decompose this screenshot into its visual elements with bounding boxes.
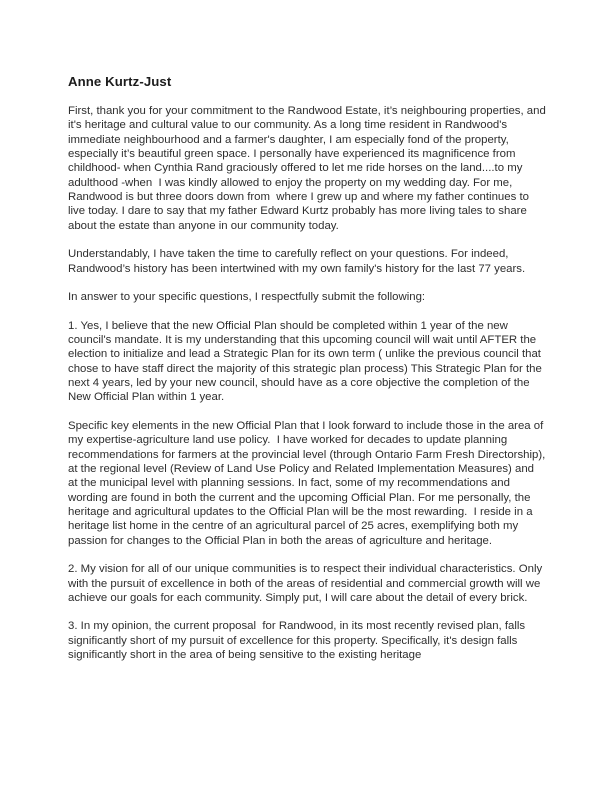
paragraph-reflection: Understandably, I have taken the time to carefully reflect on your questions. For indeed, Randwood’s history has been intertwined with my own family's history for the last 77 years. — [68, 248, 526, 275]
document-body — [68, 74, 549, 662]
paragraph-answer-2: 2. My vision for all of our unique communities is to respect their individual characteristics. Only with the pursuit of excellence in both of the areas of residential and commercial growth will we achieve our goals for each community. Simply put, I will care about the detail of every brick. — [68, 563, 546, 604]
page-title: Anne Kurtz-Just — [68, 74, 172, 89]
paragraph-intro: First, thank you for your commitment to the Randwood Estate, it’s neighbouring properties, and it's heritage and cultural value to our community. As a long time resident in Randwood's immediate neighbourhood and a farmer's daughter, I am especially fond of the property, especially it’s beautiful green space. I personally have experienced its magnificence from childhood- when Cynthia Rand graciously offered to let me ride horses on the land....to my adulthood -when I was kindly allowed to enjoy the property on my wedding day. For me, Randwood is but three doors down from where I grew up and where my father continues to live today. I dare to say that my father Edward Kurtz probably has more living tales to share about the estate than anyone in our community today. — [68, 105, 549, 232]
paragraph-answer-3: 3. In my opinion, the current proposal for Randwood, in its most recently revised plan, falls significantly short of my pursuit of excellence for this property. Specifically, it's design falls significantly short in the area of being sensitive to the existing heritage — [68, 620, 529, 662]
paragraph-answer-1: 1. Yes, I believe that the new Official Plan should be completed within 1 year of the new council's mandate. It is my understanding that this upcoming council will wait until AFTER the election to initialize and lead a Strategic Plan for its own term ( unlike the previous council that chose to have staff direct the majority of this strategic plan process) This Strategic Plan for the next 4 years, led by your new council, should have as a core objective the completion of the New Official Plan within 1 year. — [68, 319, 545, 404]
paragraph-answer-1-detail: Specific key elements in the new Official Plan that I look forward to include those in the area of my expertise-agriculture land use policy. I have worked for decades to update planning recommendations for farmers at the provincial level (through Ontario Farm Fresh Directorship), at the regional level (Review of Land Use Policy and Related Implementation Measures) and at the municipal level with planning sessions. In fact, some of my recommendations and wording are found in both the current and the upcoming Official Plan. For me personally, the heritage and agricultural updates to the Official Plan will be the most rewarding. I reside in a heritage list home in the centre of an agricultural parcel of 25 acres, exemplifying both my passion for changes to the Official Plan in both the areas of agriculture and heritage. — [68, 419, 549, 547]
paragraph-preamble: In answer to your specific questions, I respectfully submit the following: — [68, 291, 426, 304]
